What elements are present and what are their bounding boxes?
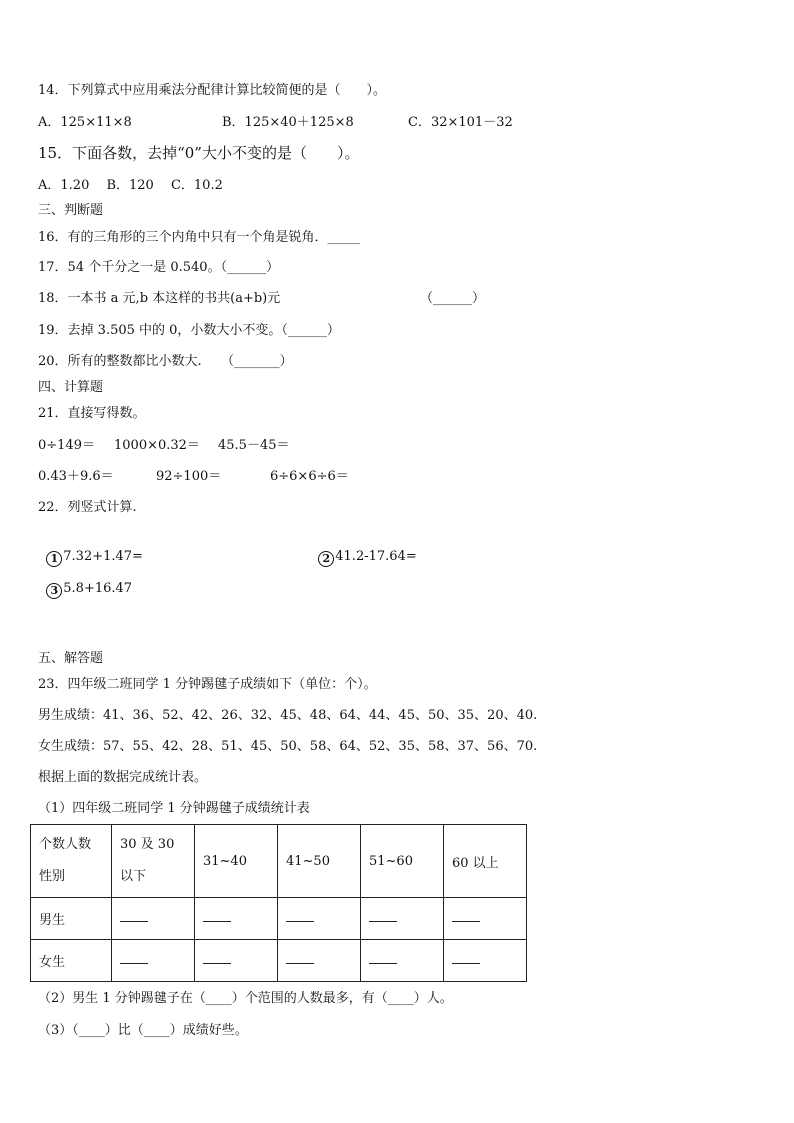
answer-blank [120, 953, 148, 964]
q23-stem: 23．四年级二班同学 1 分钟踢毽子成绩如下（单位：个）。 [38, 677, 377, 692]
range-header-5: 60 以上 [444, 825, 527, 898]
answer-blank [203, 911, 231, 922]
q23-boys-scores: 男生成绩：41、36、52、42、26、32、45、48、64、44、45、50、35、20、40. [38, 708, 538, 723]
q23-sub2: （2）男生 1 分钟踢毽子在（____）个范围的人数最多，有（____）人。 [38, 991, 453, 1006]
row-label-boys: 男生 [31, 898, 112, 940]
q16: 16．有的三角形的三个内角中只有一个角是锐角．_____ [38, 230, 361, 245]
q14-option-b: B．125×40＋125×8 [222, 115, 354, 130]
q21-item-4: 0.43＋9.6＝ [38, 469, 114, 484]
q19: 19．去掉 3.505 中的 0，小数大小不变。（______） [38, 323, 340, 338]
answer-blank [369, 953, 397, 964]
q22-expr-1: 7.32+1.47= [63, 549, 143, 564]
answer-blank [286, 953, 314, 964]
range-header-4: 51~60 [361, 825, 444, 898]
q21-item-3: 45.5－45＝ [218, 438, 290, 453]
table-header-row [31, 825, 527, 898]
range-header-2: 31~40 [195, 825, 278, 898]
q23-instruction: 根据上面的数据完成统计表。 [38, 770, 208, 785]
answer-blank [120, 911, 148, 922]
q23-sub3: （3）（____）比（____）成绩好些。 [38, 1023, 248, 1038]
section-5-heading: 五、解答题 [38, 651, 104, 666]
q22-expr-3: 5.8+16.47 [63, 581, 133, 596]
q22-stem: 22．列竖式计算. [38, 500, 137, 515]
corner-top-label: 个数人数 [39, 837, 92, 852]
answer-cell [361, 940, 444, 982]
q15-options: A．1.20 B．120 C．10.2 [38, 178, 223, 193]
answer-cell [444, 940, 527, 982]
circled-number-2: 2 [318, 551, 334, 567]
answer-cell [278, 940, 361, 982]
q17: 17．54 个千分之一是 0.540。（______） [38, 260, 280, 275]
answer-blank [286, 911, 314, 922]
q22-item-3 [38, 562, 132, 599]
table-row [31, 940, 527, 982]
table-row [31, 898, 527, 940]
q18-stem: 18．一本书 a 元,b 本这样的书共(a+b)元 [38, 291, 281, 306]
answer-blank [452, 953, 480, 964]
answer-cell [444, 898, 527, 940]
q14-stem: 14．下列算式中应用乘法分配律计算比较简便的是（ ）。 [38, 83, 387, 98]
circled-number-3: 3 [46, 583, 62, 599]
q14-option-a: A．125×11×8 [38, 115, 132, 130]
circled-number-1: 1 [46, 551, 62, 567]
q23-sub1: （1）四年级二班同学 1 分钟踢毽子成绩统计表 [38, 801, 310, 816]
q21-item-1: 0÷149＝ [38, 438, 95, 453]
answer-blank [369, 911, 397, 922]
corner-bottom-label: 性别 [39, 869, 66, 884]
answer-cell [361, 898, 444, 940]
section-4-heading: 四、计算题 [38, 380, 104, 395]
answer-cell [195, 898, 278, 940]
q20: 20．所有的整数都比小数大. （_______） [38, 354, 293, 369]
q22-expr-2: 41.2-17.64= [335, 549, 417, 564]
section-3-heading: 三、判断题 [38, 203, 104, 218]
q22-item-2 [310, 530, 417, 567]
q21-item-6: 6÷6×6÷6＝ [270, 469, 349, 484]
answer-cell [278, 898, 361, 940]
answer-cell [112, 898, 195, 940]
stat-table [30, 824, 527, 982]
q21-item-2: 1000×0.32＝ [114, 438, 200, 453]
table-corner-cell [31, 825, 112, 898]
q14-option-c: C．32×101－32 [408, 115, 513, 130]
range-header-1: 30 及 30 以下 [112, 825, 195, 898]
answer-blank [203, 953, 231, 964]
q18-answer-blank: （______） [420, 291, 486, 306]
range-header-3: 41~50 [278, 825, 361, 898]
answer-blank [452, 911, 480, 922]
q21-item-5: 92÷100＝ [156, 469, 222, 484]
q15-stem: 15．下面各数，去掉“0”大小不变的是（ ）。 [38, 144, 360, 162]
answer-cell [195, 940, 278, 982]
q23-girls-scores: 女生成绩：57、55、42、28、51、45、50、58、64、52、35、58、37、56、70. [38, 739, 538, 754]
answer-cell [112, 940, 195, 982]
q21-stem: 21．直接写得数。 [38, 406, 146, 421]
row-label-girls: 女生 [31, 940, 112, 982]
